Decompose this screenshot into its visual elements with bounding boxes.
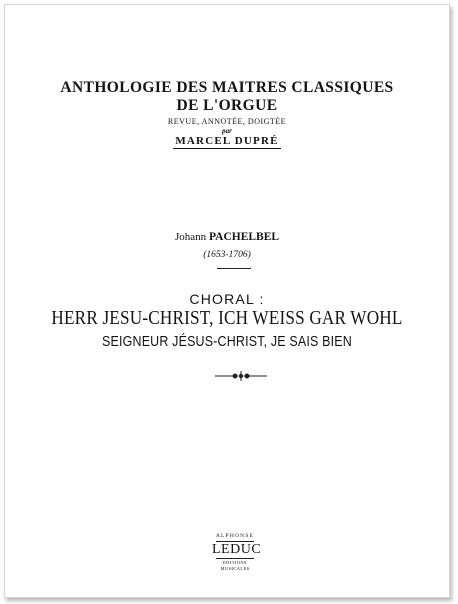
series-title-line-2: DE L'ORGUE <box>176 97 278 114</box>
publisher-logo-rule-lower <box>216 558 254 559</box>
work-title-french: SEIGNEUR JÉSUS-CHRIST, JE SAIS BIEN <box>102 334 352 350</box>
composer-last-name: PACHELBEL <box>208 231 280 243</box>
work-title-german: HERR JESU-CHRIST, ICH WEISS GAR WOHL <box>51 307 403 329</box>
work-genre: CHORAL : <box>189 291 265 307</box>
ornament-icon <box>215 369 267 383</box>
editor-name-text: MARCEL DUPRÉ <box>175 135 279 147</box>
publisher-logo <box>212 533 262 572</box>
composer-first-name: Johann <box>174 231 207 243</box>
series-title-line-1: ANTHOLOGIE DES MAITRES CLASSIQUES <box>60 79 394 96</box>
publisher-logo-name: LEDUC <box>212 542 262 557</box>
composer-name <box>5 231 449 243</box>
editor-name <box>5 135 449 147</box>
score-cover-page <box>4 4 450 598</box>
composer-dates: (1653-1706) <box>203 250 251 260</box>
publisher-logo-bottom: EDITIONS MUSICALES <box>220 560 250 571</box>
revision-note: REVUE, ANNOTÉE, DOIGTÉE <box>167 117 287 126</box>
by-label: par <box>222 127 232 135</box>
divider-rule <box>217 268 251 269</box>
publisher-logo-top: ALPHONSE <box>215 533 255 539</box>
